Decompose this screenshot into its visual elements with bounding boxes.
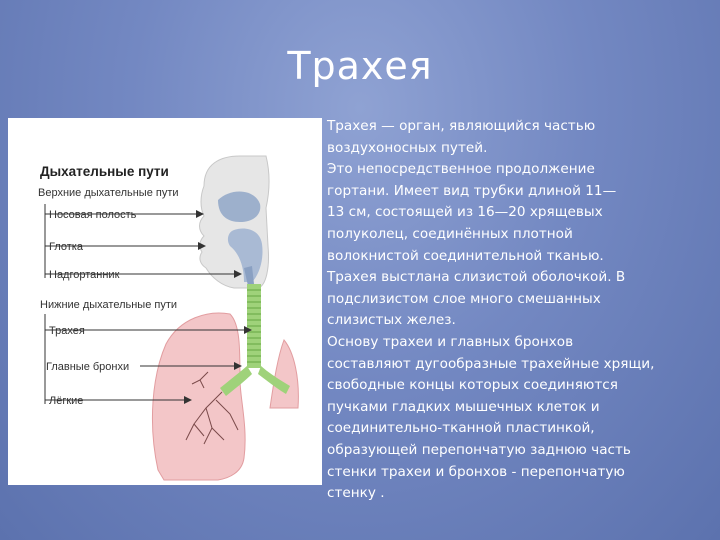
- right-lung-shape: [270, 340, 298, 408]
- upper-airways-label: Верхние дыхательные пути: [38, 187, 179, 199]
- description-text: Трахея — орган, являющийся частью воздухоносных путей. Это непосредственное продолжение гортани. Имеет вид трубки длиной 11— 13 см, состоящей из 16—20 хрящевых полуколец, соединённых плотной волокнистой соединительной тканью. Трахея выстлана слизистой оболочкой. В подслизистом слое много смешанных слизистых желез. Основу трахеи и главных бронхов составляют дугообразные трахейные хрящи, свободные концы которых соединяются пучками гладких мышечных клеток и соединительно-тканной пластинкой, образующей перепончатую заднюю часть стенки трахеи и бронхов - перепончатую стенку .: [327, 118, 655, 502]
- main-bronchi-label: Главные бронхи: [46, 361, 130, 373]
- respiratory-tract-diagram: [8, 118, 322, 485]
- lungs-label: Лёгкие: [49, 395, 84, 407]
- epiglottis-label: Надгортанник: [49, 269, 120, 281]
- lower-airways-label: Нижние дыхательные пути: [40, 299, 178, 311]
- diagram-heading: Дыхательные пути: [40, 164, 169, 179]
- diagram-graphic: [8, 118, 322, 485]
- pharynx-label: Глотка: [49, 241, 83, 253]
- nasal-cavity-label: Носовая полость: [49, 209, 137, 221]
- slide-title: Трахея: [287, 44, 433, 88]
- left-lung-shape: [152, 313, 245, 480]
- trachea-label: Трахея: [49, 325, 85, 337]
